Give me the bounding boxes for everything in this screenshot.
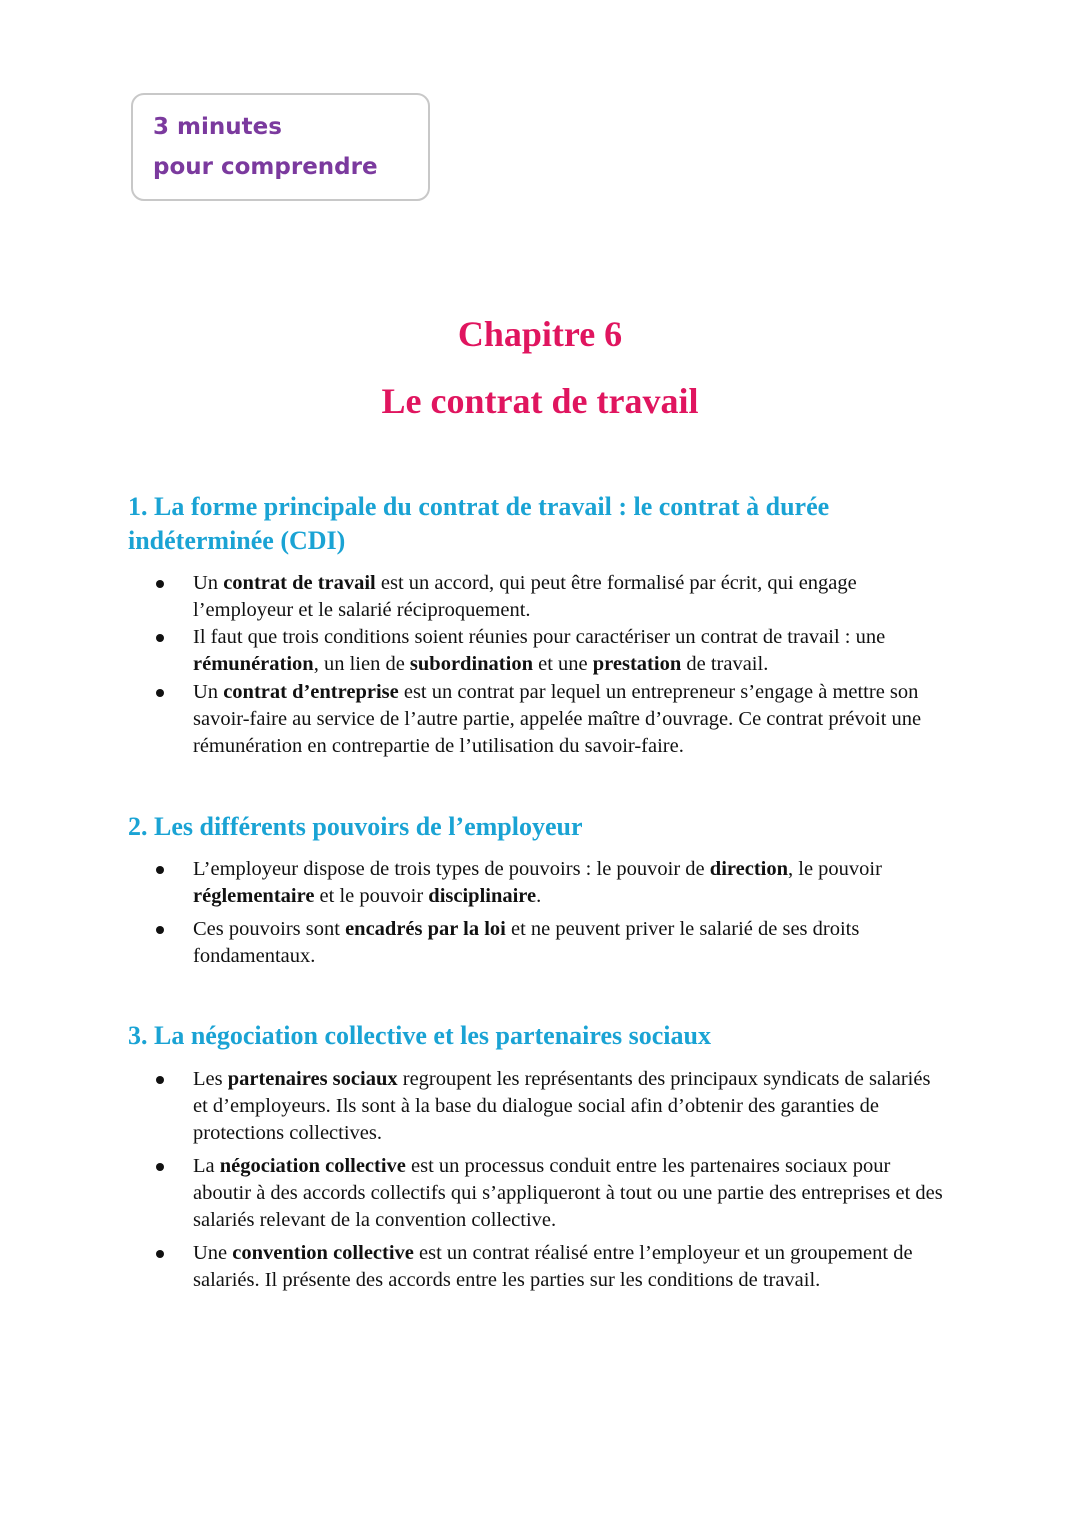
text-run: La xyxy=(193,1155,220,1177)
bullet-text xyxy=(193,1066,943,1147)
bold-term: contrat d’entreprise xyxy=(223,681,399,703)
bullet-text xyxy=(193,679,943,760)
bullet-text xyxy=(193,916,943,970)
text-run: Une xyxy=(193,1242,233,1264)
text-run: est un accord, qui peut être formalisé par écrit, qui engage l’employeur et le salarié réciproquement. xyxy=(193,572,857,621)
bullet-text xyxy=(193,570,943,624)
text-run: Il faut que trois conditions soient réunies pour caractériser un contrat de travail : une xyxy=(193,626,886,648)
text-run: . xyxy=(536,885,542,907)
text-run: Les xyxy=(193,1068,228,1090)
text-run: Un xyxy=(193,572,224,594)
bold-term: partenaires sociaux xyxy=(227,1068,398,1090)
bold-term: prestation xyxy=(592,653,682,675)
section-heading: 2. Les différents pouvoirs de l’employeur xyxy=(128,812,583,841)
text-run: est un contrat réalisé entre l’employeur et un groupement de salariés. Il présente des accords entre les parties sur les conditions de travail. xyxy=(193,1242,913,1291)
bold-term: négociation collective xyxy=(219,1155,406,1177)
bullet-dot-icon xyxy=(156,689,164,697)
bold-term: convention collective xyxy=(232,1242,414,1264)
bullet-dot-icon xyxy=(156,1250,164,1258)
bullet-text xyxy=(193,1240,943,1294)
text-run: L’employeur dispose de trois types de pouvoirs : le pouvoir de xyxy=(193,858,710,880)
text-run: et une xyxy=(532,653,593,675)
text-run: et le pouvoir xyxy=(314,885,429,907)
bold-term: direction xyxy=(709,858,788,880)
text-run: et ne peuvent priver le salarié de ses droits fondamentaux. xyxy=(193,918,860,967)
bold-term: réglementaire xyxy=(193,885,315,907)
badge-line-1: 3 minutes xyxy=(153,114,282,140)
text-run: Ces pouvoirs sont xyxy=(193,918,346,940)
text-run: est un processus conduit entre les partenaires sociaux pour aboutir à des accords collectifs qui s’appliqueront à tout ou une partie des entreprises et des salariés relevant de la convention collective. xyxy=(193,1155,943,1231)
bullet-text xyxy=(193,856,943,910)
section-heading: 1. La forme principale du contrat de travail : le contrat à durée indéterminée (CDI) xyxy=(128,492,830,555)
bullet-text xyxy=(193,1153,943,1234)
bold-term: contrat de travail xyxy=(223,572,376,594)
bullet-dot-icon xyxy=(156,926,164,934)
chapter-title: Le contrat de travail xyxy=(381,381,699,421)
badge-line-2: pour comprendre xyxy=(153,154,378,180)
chapter-number: Chapitre 6 xyxy=(457,314,623,354)
text-run: , un lien de xyxy=(313,653,410,675)
bullet-dot-icon xyxy=(156,634,164,642)
bold-term: disciplinaire xyxy=(428,885,537,907)
bullet-text xyxy=(193,624,943,678)
text-run: est un contrat par lequel un entrepreneur s’engage à mettre son savoir-faire au service de l’autre partie, appelée maître d’ouvrage. Ce contrat prévoit une rémunération en contrepartie de l’utilisation du savoir-faire. xyxy=(193,681,922,757)
section-heading: 3. La négociation collective et les partenaires sociaux xyxy=(128,1021,711,1050)
bold-term: encadrés par la loi xyxy=(345,918,506,940)
summary-badge xyxy=(131,93,430,201)
bold-term: subordination xyxy=(409,653,533,675)
text-run: , le pouvoir xyxy=(788,858,882,880)
bullet-dot-icon xyxy=(156,1163,164,1171)
text-run: de travail. xyxy=(681,653,769,675)
text-run: Un xyxy=(193,681,224,703)
bullet-dot-icon xyxy=(156,580,164,588)
text-run: regroupent les représentants des principaux syndicats de salariés et d’employeurs. Ils sont à la base du dialogue social afin d’obtenir des garanties de protections collectives. xyxy=(193,1068,931,1144)
bullet-dot-icon xyxy=(156,866,164,874)
bold-term: rémunération xyxy=(193,653,314,675)
bullet-dot-icon xyxy=(156,1076,164,1084)
